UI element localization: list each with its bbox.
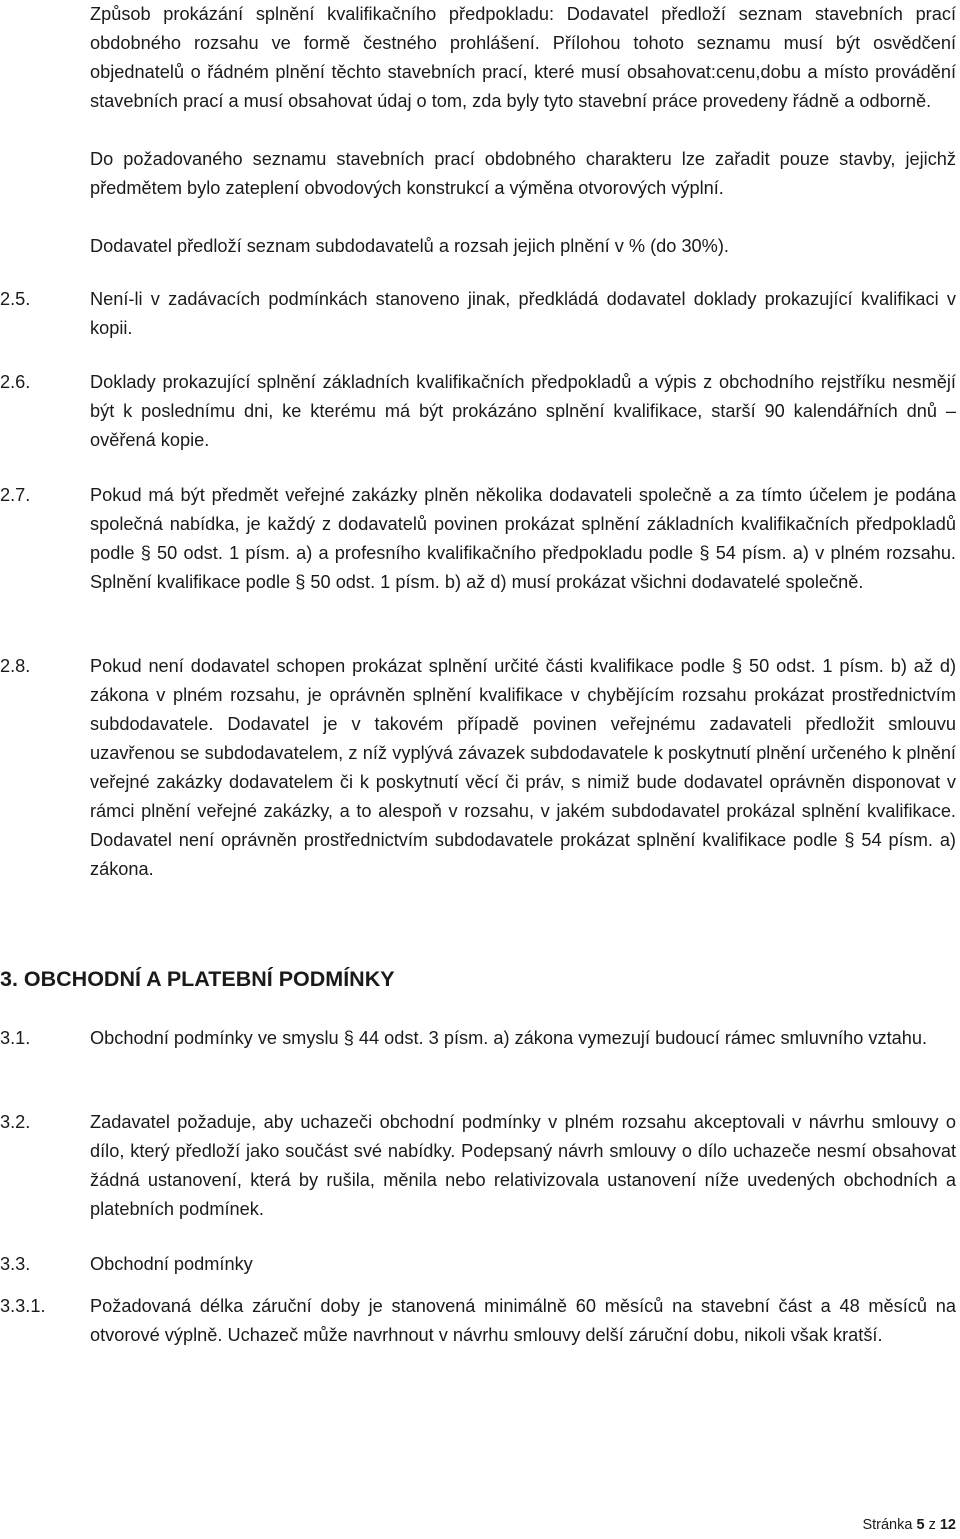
item-number: 3.3. [0,1254,31,1274]
item-text: Obchodní podmínky [90,1254,253,1274]
page-of: z [928,1517,936,1533]
item-number: 2.8. [0,656,31,676]
item-text: Zadavatel požaduje, aby uchazeči obchodní podmínky v plném rozsahu akceptovali v návrhu smlouvy o dílo, který předloží jako součást své nabídky. Podepsaný návrh smlouvy o dílo uchazeče nesmí obsahovat žádná ustanovení, která by rušila, měnila nebo relativizovala ustanovení níže uvedených obchodních a platebních podmínek. [90,1112,956,1219]
item-text: Požadovaná délka záruční doby je stanovená minimálně 60 měsíců na stavební část a 48 měsíců na otvorové výplně. Uchazeč může navrhnout v návrhu smlouvy delší záruční dobu, nikoli však kratší. [90,1296,956,1345]
page-total: 12 [939,1517,956,1533]
section-heading: 3. OBCHODNÍ A PLATEBNÍ PODMÍNKY [0,967,395,991]
page-footer [862,1516,956,1534]
item-text: Doklady prokazující splnění základních kvalifikačních předpokladů a výpis z obchodního rejstříku nesmějí být k poslednímu dni, ke kterému má být prokázáno splnění kvalifikace, starší 90 kalendářních dnů – ověřená kopie. [90,372,956,450]
item-number: 2.5. [0,289,31,309]
item-number: 2.7. [0,485,31,505]
item-text: Obchodní podmínky ve smyslu § 44 odst. 3 písm. a) zákona vymezují budoucí rámec smluvního vztahu. [90,1028,928,1048]
intro-paragraph-2: Do požadovaného seznamu stavebních prací obdobného charakteru lze zařadit pouze stavby, jejichž předmětem bylo zateplení obvodových konstrukcí a výměna otvorových výplní. [90,149,956,198]
item-number: 2.6. [0,372,31,392]
page-label: Stránka [862,1517,913,1533]
item-text: Pokud není dodavatel schopen prokázat splnění určité části kvalifikace podle § 50 odst. 1 písm. b) až d) zákona v plném rozsahu, je oprávněn splnění kvalifikace v chybějícím rozsahu prokázat prostřednictvím subdodavatele. Dodavatel je v takovém případě povinen veřejnému zadavateli předložit smlouvu uzavřenou se subdodavatelem, z níž vyplývá závazek subdodavatele k poskytnutí plnění určeného k plnění veřejné zakázky dodavatelem či k poskytnutí věcí či práv, s nimiž bude dodavatel oprávněn disponovat v rámci plnění veřejné zakázky, a to alespoň v rozsahu, v jakém subdodavatel prokázal splnění kvalifikace. Dodavatel není oprávněn prostřednictvím subdodavatele prokázat splnění kvalifikace podle § 54 písm. a) zákona. [90,656,956,879]
intro-paragraph-1: Způsob prokázání splnění kvalifikačního předpokladu: Dodavatel předloží seznam stavebních prací obdobného rozsahu ve formě čestného prohlášení. Přílohou tohoto seznamu musí být osvědčení objednatelů o řádném plnění těchto stavebních prací, které musí obsahovat:cenu,dobu a místo provádění stavebních prací a musí obsahovat údaj o tom, zda byly tyto stavební práce provedeny řádně a odborně. [90,4,956,111]
item-number: 3.2. [0,1112,31,1132]
page-current: 5 [916,1517,925,1533]
item-text: Není-li v zadávacích podmínkách stanoveno jinak, předkládá dodavatel doklady prokazující kvalifikaci v kopii. [90,289,956,338]
intro-paragraph-3: Dodavatel předloží seznam subdodavatelů a rozsah jejich plnění v % (do 30%). [90,236,729,256]
item-number: 3.3.1. [0,1296,46,1316]
item-number: 3.1. [0,1028,31,1048]
item-text: Pokud má být předmět veřejné zakázky plněn několika dodavateli společně a za tímto účelem je podána společná nabídka, je každý z dodavatelů povinen prokázat splnění základních kvalifikačních předpokladů podle § 50 odst. 1 písm. a) a profesního kvalifikačního předpokladu podle § 54 písm. a) v plném rozsahu. Splnění kvalifikace podle § 50 odst. 1 písm. b) až d) musí prokázat všichni dodavatelé společně. [90,485,956,592]
